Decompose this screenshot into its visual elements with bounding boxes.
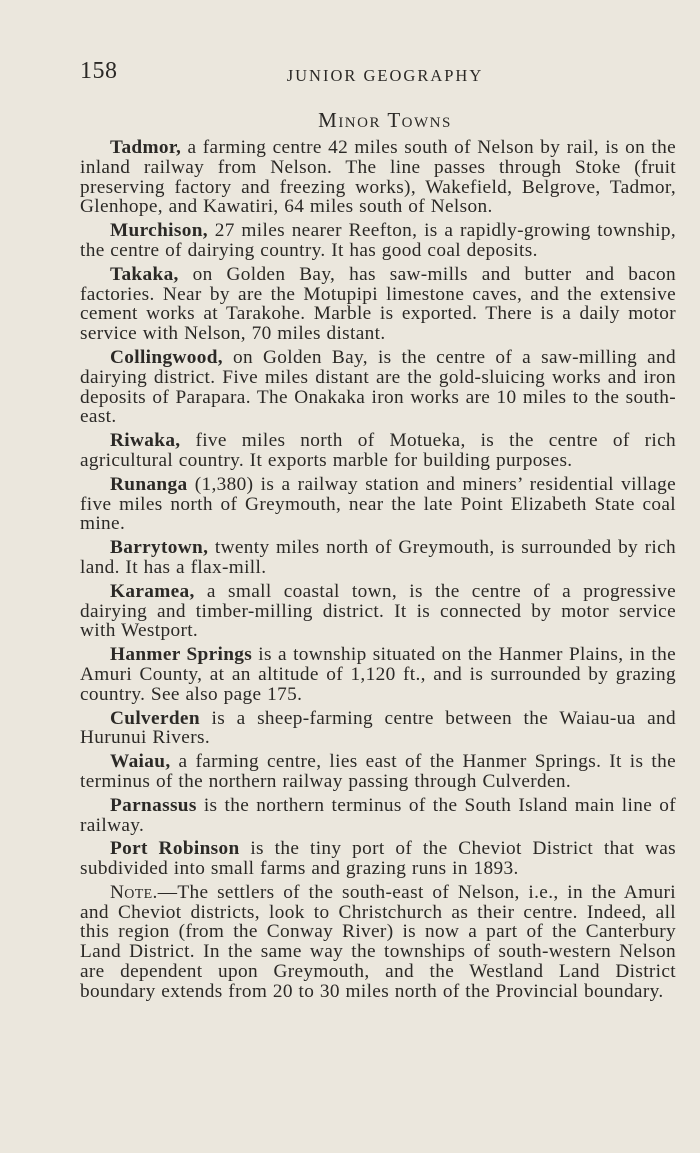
paragraph-port-robinson	[80, 839, 676, 879]
paragraph-lead: Tadmor,	[110, 137, 182, 158]
paragraph-note	[80, 883, 676, 1002]
paragraph-barrytown	[80, 538, 676, 578]
paragraph-hanmer-springs	[80, 645, 676, 704]
paragraph-text: five miles north of Motueka, is the centre of rich agricultural country. It exports marble for building purposes.	[80, 430, 676, 471]
paragraph-lead: Takaka,	[110, 263, 179, 285]
section-title: Minor Towns	[318, 108, 452, 132]
paragraph-tadmor	[80, 138, 676, 217]
note-lead: Note.—	[110, 881, 178, 903]
paragraph-lead: Karamea,	[110, 580, 195, 602]
paragraph-text: is the tiny port of the Cheviot District that was subdivided into small farms and grazing runs in 1893.	[80, 838, 676, 880]
paragraph-collingwood	[80, 348, 676, 427]
paragraph-lead: Waiau,	[110, 751, 171, 773]
paragraph-lead: Culverden	[110, 707, 200, 729]
running-head: JUNIOR GEOGRAPHY	[286, 66, 484, 85]
paragraph-murchison	[80, 221, 676, 261]
paragraph-text: twenty miles north of Greymouth, is surrounded by rich land. It has a flax-mill.	[80, 537, 676, 578]
paragraph-text: 27 miles nearer Reefton, is a rapidly-growing township, the centre of dairying country. It has good coal deposits.	[80, 220, 676, 261]
paragraph-lead: Collingwood,	[110, 346, 223, 368]
paragraph-karamea	[80, 582, 676, 641]
paragraph-text: a farming centre 42 miles south of Nelson by rail, is on the inland railway from Nelson. The line passes through Stoke (fruit preserving factory and freezing works), Wakefield, Belgrove, Tadmor, Glenhope, and Kawatiri, 64 miles south of Nelson.	[80, 137, 676, 218]
paragraph-lead: Barrytown,	[110, 537, 209, 559]
paragraph-parnassus	[80, 796, 676, 836]
paragraph-text: is a township situated on the Hanmer Plains, in the Amuri County, at an altitude of 1,120 ft., and is surrounded by grazing country. See also page 175.	[80, 644, 677, 705]
paragraph-lead: Hanmer Springs	[110, 644, 253, 666]
paragraph-lead: Riwaka,	[110, 430, 181, 452]
paragraph-lead: Parnassus	[110, 794, 197, 816]
paragraph-text: on Golden Bay, has saw-mills and butter and bacon factories. Near by are the Motupipi limestone caves, and the extensive cement works at Tarakohe. Marble is exported. There is a daily motor service with Nelson, 70 miles distant.	[80, 263, 676, 345]
paragraph-waiau	[80, 752, 676, 792]
paragraph-text: (1,380) is a railway station and miners’ residential village five miles north of Greymouth, near the late Point Elizabeth State coal mine.	[80, 473, 676, 535]
paragraph-text: is the northern terminus of the South Island main line of railway.	[80, 794, 676, 836]
paragraph-lead: Port Robinson	[110, 838, 240, 860]
paragraph-riwaka	[80, 431, 676, 471]
paragraph-text: a farming centre, lies east of the Hanmer Springs. It is the terminus of the northern railway passing through Culverden.	[80, 751, 676, 792]
paragraph-text: a small coastal town, is the centre of a progressive dairying and timber-milling district. It is connected by motor service with Westport.	[80, 580, 676, 642]
paragraph-text: on Golden Bay, is the centre of a saw-milling and dairying district. Five miles distant are the gold-sluicing works and iron deposits of Parapara. The Onakaka iron works are 10 miles to the south-east.	[80, 346, 676, 428]
body-text	[80, 138, 676, 1002]
page-number: 158	[80, 58, 118, 84]
page-header	[80, 58, 676, 90]
paragraph-takaka	[80, 265, 676, 344]
paragraph-runanga	[80, 475, 676, 534]
paragraph-lead: Murchison,	[110, 220, 208, 242]
paragraph-culverden	[80, 709, 676, 749]
paragraph-text: is a sheep-farming centre between the Waiau-ua and Hurunui Rivers.	[80, 707, 676, 749]
paragraph-text: The settlers of the south-east of Nelson, i.e., in the Amuri and Cheviot districts, look to Christchurch as their centre. Indeed, all this region (from the Conway River) is now a part of the Canterbury Land District. In the same way the townships of south-western Nelson are dependent upon Greymouth, and the Westland Land District boundary extends from 20 to 30 miles north of the Provincial boundary.	[80, 881, 676, 1002]
paragraph-lead: Runanga	[110, 473, 188, 495]
